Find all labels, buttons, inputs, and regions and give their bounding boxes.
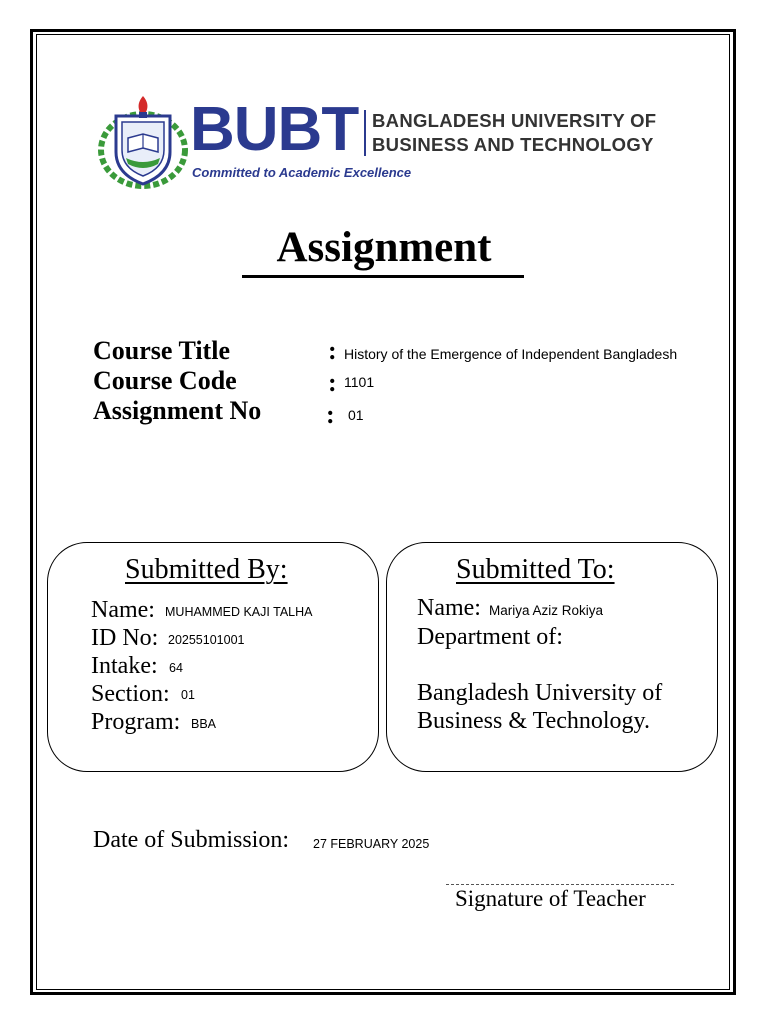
course-title-colon: : [328,336,337,365]
section-label: Section: [91,681,170,707]
submitted-to-heading: Submitted To: [456,554,615,585]
document-title: Assignment [276,224,492,271]
course-code-colon: : [328,368,337,397]
submission-date-value: 27 FEBRUARY 2025 [313,837,430,851]
course-code-value: 1101 [344,374,375,390]
assignment-no-value: 01 [348,407,364,423]
intake-label: Intake: [91,653,158,679]
submitted-to-box [386,542,718,772]
institution-line1: Bangladesh University of [417,680,663,706]
program-value: BBA [191,717,217,731]
course-title-value: History of the Emergence of Independent Bangladesh [344,346,678,362]
submitted-by-heading: Submitted By: [125,554,288,585]
student-id-label: ID No: [91,625,159,651]
assignment-no-label: Assignment No [93,396,262,425]
signature-label: Signature of Teacher [455,886,646,911]
university-emblem-icon [96,92,190,190]
logo-acronym: BUBT [190,95,359,164]
intake-value: 64 [169,661,183,675]
institution-line2: Business & Technology. [417,708,650,734]
student-id-value: 20255101001 [168,633,245,647]
teacher-name-value: Mariya Aziz Rokiya [489,603,604,618]
submission-date-label: Date of Submission: [93,827,289,853]
logo-tagline: Committed to Academic Excellence [192,165,412,180]
student-name-value: MUHAMMED KAJI TALHA [165,605,313,619]
university-name-line2: BUSINESS AND TECHNOLOGY [372,134,654,155]
assignment-no-colon: : [326,400,335,429]
teacher-name-label: Name: [417,595,481,621]
title-underline [242,275,524,278]
submitted-by-box [47,542,379,772]
program-label: Program: [91,709,181,735]
course-code-label: Course Code [93,366,237,395]
logo-divider [364,110,366,156]
student-name-label: Name: [91,597,155,623]
course-title-label: Course Title [93,336,230,365]
section-value: 01 [181,688,195,702]
university-name-line1: BANGLADESH UNIVERSITY OF [372,110,657,131]
department-label: Department of: [417,624,563,650]
